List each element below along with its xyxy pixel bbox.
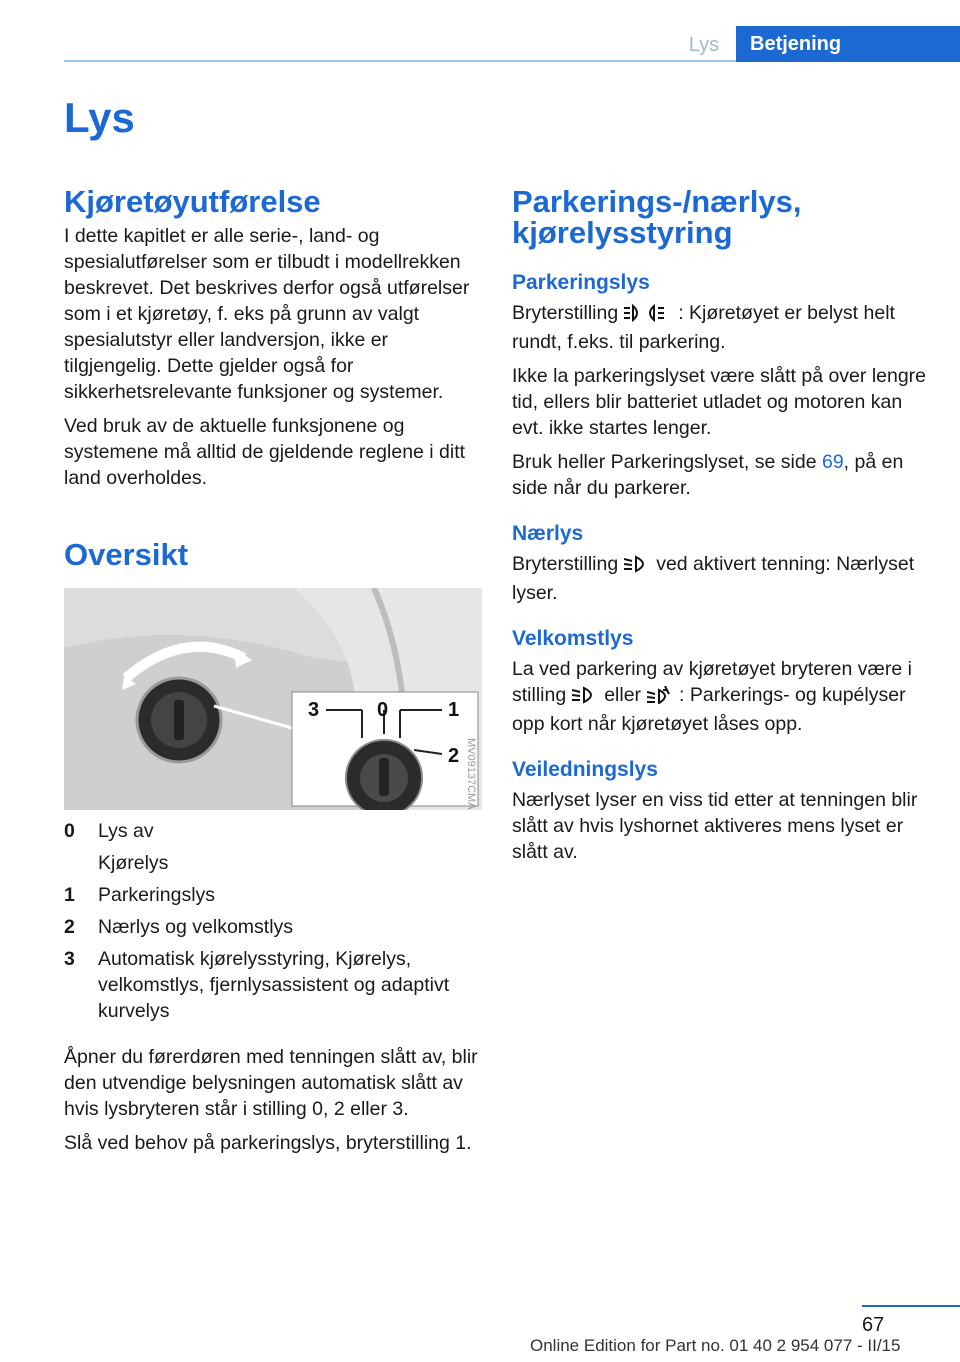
subheading-parking-light: Parkeringslys	[512, 271, 650, 294]
legend-text: Lys av	[98, 820, 154, 842]
legend-text: Parkeringslys	[98, 884, 216, 906]
legend-number: 3	[64, 948, 75, 970]
list-item	[64, 914, 482, 940]
callout-0: 0	[377, 699, 389, 721]
section-heading-parking-low-beam: Parkerings-/nærlys, kjørelysstyring	[512, 184, 802, 250]
legend-text: Nærlys og velkomstlys	[98, 916, 294, 938]
section-heading-overview: Oversikt	[64, 537, 189, 572]
paragraph: Slå ved behov på parkeringslys, bryterstilling 1.	[64, 1132, 472, 1154]
paragraph	[512, 449, 930, 501]
callout-1: 1	[448, 699, 460, 721]
left-column	[64, 186, 482, 1164]
subheading-guide-light: Veiledningslys	[512, 758, 658, 781]
legend-number: 2	[64, 916, 75, 938]
paragraph	[512, 551, 930, 606]
section-heading-vehicle-version: Kjøretøyutførelse	[64, 184, 321, 219]
page-title: Lys	[64, 94, 135, 141]
figure-code: MV09137CMA	[465, 738, 477, 810]
paragraph	[512, 656, 930, 737]
subheading-welcome-light: Velkomstlys	[512, 627, 634, 650]
tab-chapter-betjening[interactable]: Betjening	[736, 26, 960, 62]
callout-3: 3	[308, 699, 320, 721]
subheading-low-beam: Nærlys	[512, 522, 584, 545]
legend-text: Automatisk kjørelysstyring, Kjørelys, velkomstlys, fjernlysassistent og adaptivt kurvelys	[98, 948, 450, 1022]
footer-rule	[862, 1305, 960, 1307]
list-item	[64, 882, 482, 908]
edition-note: Online Edition for Part no. 01 40 2 954 077 - II/15	[530, 1336, 901, 1355]
text: La ved parkering av kjøretøyet bryteren være i stilling	[512, 658, 912, 706]
low-beam-icon	[572, 685, 598, 711]
tab-section-lys[interactable]: Lys	[688, 34, 720, 56]
paragraph: I dette kapitlet er alle serie-, land- og spesialutførelser som er tilbudt i modellrekken beskrevet. Det beskrives derfor også utførelser som i et kjøretøy, f. eks på grunn av valgt spesialutstyr eller landversjon, ikke er tilgjengelig. Dette gjelder også for sikkerhetsrelevante funksjoner og systemer.	[64, 225, 470, 403]
legend-number: 0	[64, 820, 75, 842]
paragraph: Åpner du førerdøren med tenningen slått av, blir den utvendige belysningen automatisk slått av hvis lysbryteren står i stilling 0, 2 eller 3.	[64, 1046, 478, 1120]
paragraph: Ikke la parkeringslyset være slått på over lengre tid, ellers blir batteriet utladet og motoren kan evt. ikke startes lenger.	[512, 365, 927, 439]
text: Bryterstilling	[512, 553, 619, 575]
light-switch-illustration	[64, 588, 482, 810]
light-switch-figure	[64, 588, 482, 810]
callout-2: 2	[448, 745, 460, 767]
page-number: 67	[862, 1314, 885, 1336]
text: Bryterstilling	[512, 302, 619, 324]
paragraph: Ved bruk av de aktuelle funksjonene og systemene må alltid de gjeldende reglene i ditt land overholdes.	[64, 415, 466, 489]
low-beam-icon	[624, 554, 650, 580]
text: : Parkerings- og kupélyser opp kort når kjøretøyet låses opp.	[512, 684, 906, 735]
auto-light-icon	[647, 685, 673, 711]
text: Bruk heller Parkeringslyset, se side	[512, 451, 817, 473]
parking-light-icon	[624, 303, 672, 329]
legend-subtext: Kjørelys	[98, 852, 169, 874]
text: , på en side når du parkerer.	[512, 451, 904, 499]
page-link[interactable]: 69	[821, 451, 844, 473]
text: ved aktivert tenning: Nærlyset lyser.	[512, 553, 915, 604]
list-item	[64, 818, 482, 844]
right-column	[512, 186, 930, 873]
text: eller	[604, 684, 642, 706]
legend-number: 1	[64, 884, 75, 906]
figure-legend	[64, 818, 482, 1024]
paragraph: Nærlyset lyser en viss tid etter at tenningen blir slått av hvis lyshornet aktiveres mens lyset er slått av.	[512, 789, 918, 863]
paragraph	[512, 300, 930, 355]
list-item	[64, 946, 482, 1024]
text: : Kjøretøyet er belyst helt rundt, f.eks. til parkering.	[512, 302, 895, 353]
